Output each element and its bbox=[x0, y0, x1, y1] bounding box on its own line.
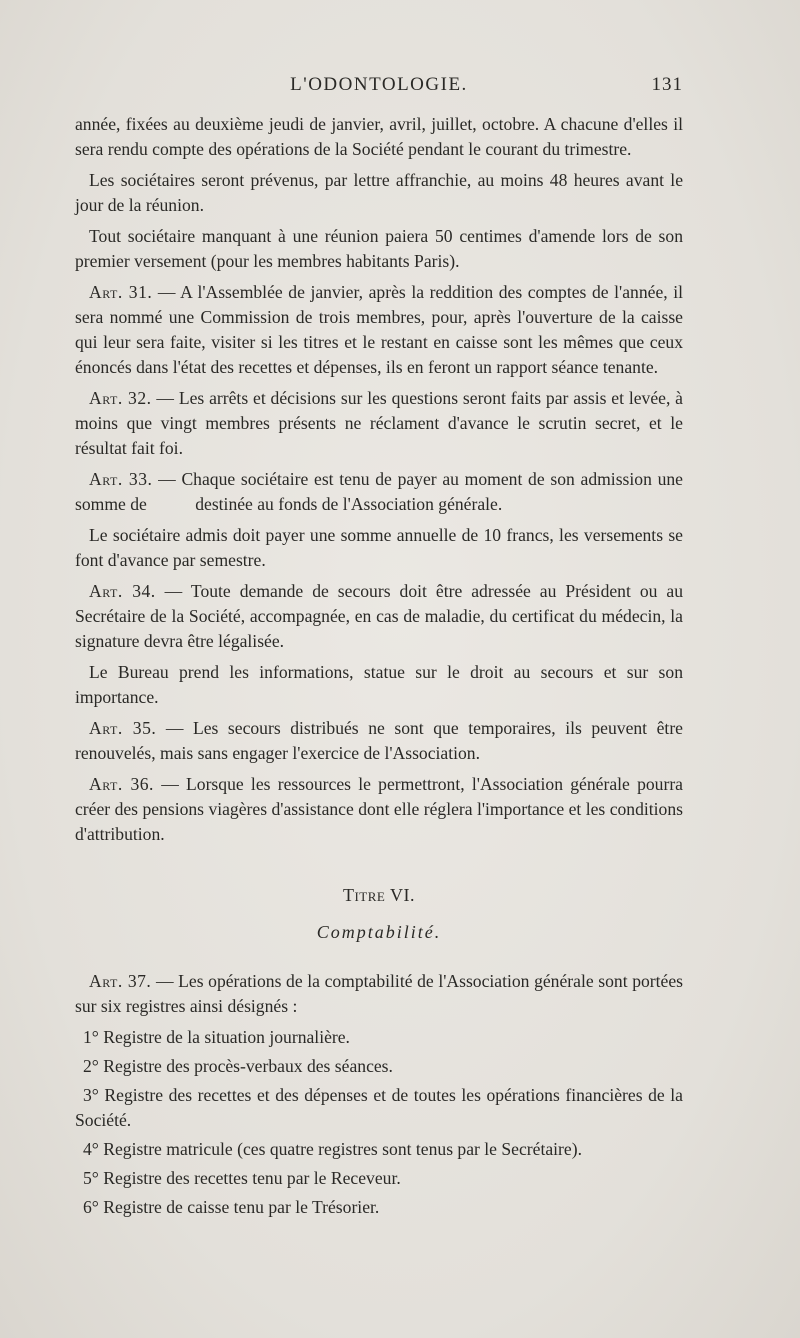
article-label: Art. 37. bbox=[89, 971, 152, 991]
paragraph: Tout sociétaire manquant à une réunion paiera 50 centimes d'amende lors de son premier versement (pour les membres habitants Paris). bbox=[75, 226, 683, 271]
article-label: Art. 35. bbox=[89, 718, 157, 738]
section-subtitle: Comptabilité. bbox=[316, 922, 442, 942]
register-item: 2° Registre des procès-verbaux des séances. bbox=[83, 1056, 393, 1076]
page-number: 131 bbox=[651, 74, 683, 95]
article-text: — Chaque sociétaire est tenu de payer au moment de son admission une somme de destinée au fonds de l'Association générale. bbox=[75, 469, 688, 514]
article-36 bbox=[75, 772, 683, 847]
article-31 bbox=[75, 280, 683, 380]
register-item: 6° Registre de caisse tenu par le Trésorier. bbox=[83, 1197, 380, 1217]
article-35 bbox=[75, 716, 683, 766]
article-37 bbox=[75, 969, 683, 1019]
register-item: 3° Registre des recettes et des dépenses et de toutes les opérations financières de la Société. bbox=[75, 1085, 683, 1130]
article-text: — Toute demande de secours doit être adressée au Président ou au Secrétaire de la Société, accompagnée, en cas de maladie, du certificat du médecin, la signature devra être légalisée. bbox=[75, 581, 684, 651]
page-header bbox=[75, 74, 683, 108]
article-32 bbox=[75, 386, 683, 461]
article-label: Art. 32. bbox=[89, 388, 152, 408]
paragraph: Les sociétaires seront prévenus, par lettre affranchie, au moins 48 heures avant le jour de la réunion. bbox=[75, 170, 683, 215]
article-label: Art. 33. bbox=[89, 469, 153, 489]
section-heading bbox=[75, 883, 683, 945]
section-title: Titre VI. bbox=[342, 885, 416, 905]
article-text: — Lorsque les ressources le permettront, l'Association générale pourra créer des pensions viagères d'assistance dont elle réglera l'importance et les conditions d'attribution. bbox=[75, 774, 683, 844]
article-text: — Les secours distribués ne sont que temporaires, ils peuvent être renouvelés, mais sans engager l'exercice de l'Association. bbox=[75, 718, 683, 763]
article-text: — A l'Assemblée de janvier, après la reddition des comptes de l'année, il sera nommé une Commission de trois membres, pour, après l'ouverture de la caisse qui leur sera faite, visiter si les titres et le restant en caisse sont les mêmes que ceux énoncés dans l'état des recettes et dépenses, ils en feront un rapport séance tenante. bbox=[75, 282, 684, 377]
article-label: Art. 31. bbox=[89, 282, 153, 302]
page-body bbox=[75, 112, 688, 1224]
register-item: 5° Registre des recettes tenu par le Receveur. bbox=[83, 1168, 401, 1188]
article-text: — Les opérations de la comptabilité de l'Association générale sont portées sur six registres ainsi désignés : bbox=[75, 971, 684, 1016]
register-item: 4° Registre matricule (ces quatre registres sont tenus par le Secrétaire). bbox=[83, 1139, 582, 1159]
paragraph: Le sociétaire admis doit payer une somme annuelle de 10 francs, les versements se font d'avance par semestre. bbox=[75, 525, 683, 570]
paragraph: Le Bureau prend les informations, statue sur le droit au secours et sur son importance. bbox=[75, 662, 683, 707]
article-33 bbox=[75, 467, 688, 517]
article-text: — Les arrêts et décisions sur les questions seront faits par assis et levée, à moins que vingt membres présents ne réclament d'avance le scrutin secret, et le résultat fait foi. bbox=[75, 388, 683, 458]
article-34 bbox=[75, 579, 683, 654]
article-label: Art. 34. bbox=[89, 581, 156, 601]
article-label: Art. 36. bbox=[89, 774, 154, 794]
register-item: 1° Registre de la situation journalière. bbox=[83, 1027, 350, 1047]
running-title: L'ODONTOLOGIE. bbox=[290, 74, 468, 95]
paragraph: année, fixées au deuxième jeudi de janvier, avril, juillet, octobre. A chacune d'elles il sera rendu compte des opérations de la Société pendant le courant du trimestre. bbox=[75, 114, 683, 159]
